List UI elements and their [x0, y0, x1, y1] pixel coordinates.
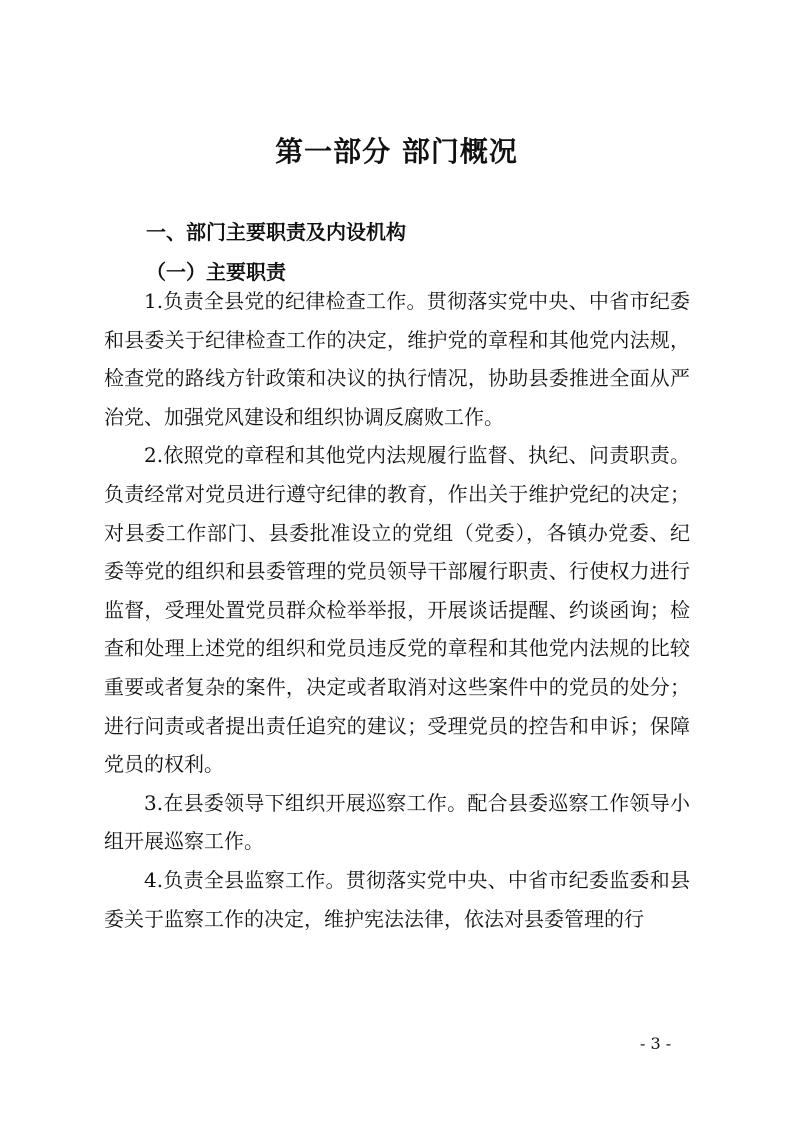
page-title: 第一部分 部门概况 [275, 135, 518, 168]
paragraph-4: 4.负责全县监察工作。贯彻落实党中央、中省市纪委监委和县委关于监察工作的决定，维护宪法法律，依法对县委管理的行 [104, 867, 690, 931]
subsection-heading: （一）主要职责 [146, 260, 286, 284]
paragraph-1: 1.负责全县党的纪律检查工作。贯彻落实党中央、中省市纪委和县委关于纪律检查工作的决定，维护党的章程和其他党内法规，检查党的路线方针政策和决议的执行情况，协助县委推进全面从严治党、加强党风建设和组织协调反腐败工作。 [104, 289, 690, 429]
section-heading: 一、部门主要职责及内设机构 [146, 220, 406, 244]
paragraph-3: 3.在县委领导下组织开展巡察工作。配合县委巡察工作领导小组开展巡察工作。 [104, 790, 690, 854]
paragraph-2: 2.依照党的章程和其他党内法规履行监督、执纪、问责职责。负责经常对党员进行遵守纪律的教育，作出关于维护党纪的决定；对县委工作部门、县委批准设立的党组（党委），各镇办党委、纪委等党的组织和县委管理的党员领导干部履行职责、行使权力进行监督，受理处置党员群众检举举报，开展谈话提醒、约谈函询；检查和处理上述党的组织和党员违反党的章程和其他党内法规的比较重要或者复杂的案件，决定或者取消对这些案件中的党员的处分；进行问责或者提出责任追究的建议；受理党员的控告和申诉；保障党员的权利。 [104, 443, 690, 777]
page-number: - 3 - [640, 1034, 672, 1053]
body-text [104, 282, 690, 938]
